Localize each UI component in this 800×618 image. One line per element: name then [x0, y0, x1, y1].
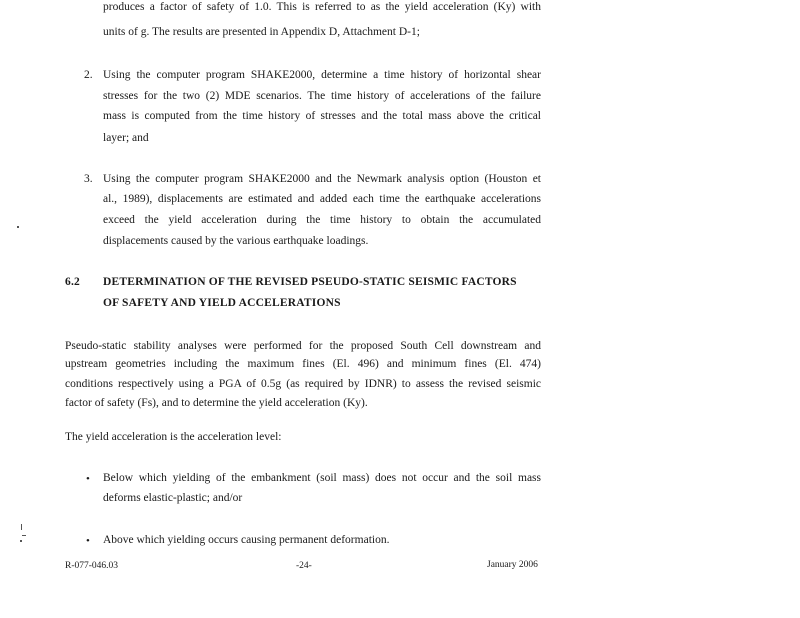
bullet-line: deforms elastic-plastic; and/or: [103, 492, 243, 504]
continuation-line: produces a factor of safety of 1.0. This is referred to as the yield acceleration (Ky) with: [103, 1, 541, 13]
list-item-line: Using the computer program SHAKE2000, determine a time history of horizontal shear: [103, 69, 541, 81]
intro-sentence: The yield acceleration is the acceleration level:: [65, 431, 282, 443]
section-title-line: OF SAFETY AND YIELD ACCELERATIONS: [103, 297, 341, 309]
scan-speck: [20, 540, 22, 542]
list-item-line: displacements caused by the various earthquake loadings.: [103, 235, 369, 247]
scan-speck: [21, 524, 22, 530]
scan-speck: [17, 226, 19, 228]
list-item-line: al., 1989), displacements are estimated and added each time the earthquake accelerations: [103, 193, 541, 205]
list-item-line: stresses for the two (2) MDE scenarios. The time history of accelerations of the failure: [103, 90, 541, 102]
list-item-line: mass is computed from the time history of stresses and the total mass above the critical: [103, 110, 541, 122]
list-item-line: layer; and: [103, 132, 149, 144]
section-number: 6.2: [65, 276, 80, 288]
list-item-line: Using the computer program SHAKE2000 and the Newmark analysis option (Houston et: [103, 173, 541, 185]
section-title-line: DETERMINATION OF THE REVISED PSEUDO-STATIC SEISMIC FACTORS: [103, 276, 517, 288]
paragraph-line: factor of safety (Fs), and to determine the yield acceleration (Ky).: [65, 397, 368, 409]
list-item-line: exceed the yield acceleration during the time history to obtain the accumulated: [103, 214, 541, 226]
scan-speck: [22, 535, 26, 536]
list-item-number: 3.: [84, 173, 93, 185]
footer-document-id: R-077-046.03: [65, 561, 119, 571]
bullet-symbol: •: [86, 473, 90, 485]
bullet-symbol: •: [86, 535, 90, 547]
footer-page-number: -24-: [296, 561, 312, 571]
bullet-line: Above which yielding occurs causing permanent deformation.: [103, 534, 390, 546]
paragraph-line: conditions respectively using a PGA of 0.5g (as required by IDNR) to assess the revised seismic: [65, 378, 541, 390]
continuation-line: units of g. The results are presented in Appendix D, Attachment D-1;: [103, 26, 420, 38]
paragraph-line: upstream geometries including the maximum fines (El. 496) and minimum fines (El. 474): [65, 358, 541, 370]
bullet-line: Below which yielding of the embankment (soil mass) does not occur and the soil mass: [103, 472, 541, 484]
list-item-number: 2.: [84, 69, 93, 81]
footer-date: January 2006: [487, 560, 538, 570]
paragraph-line: Pseudo-static stability analyses were performed for the proposed South Cell downstream and: [65, 340, 541, 352]
